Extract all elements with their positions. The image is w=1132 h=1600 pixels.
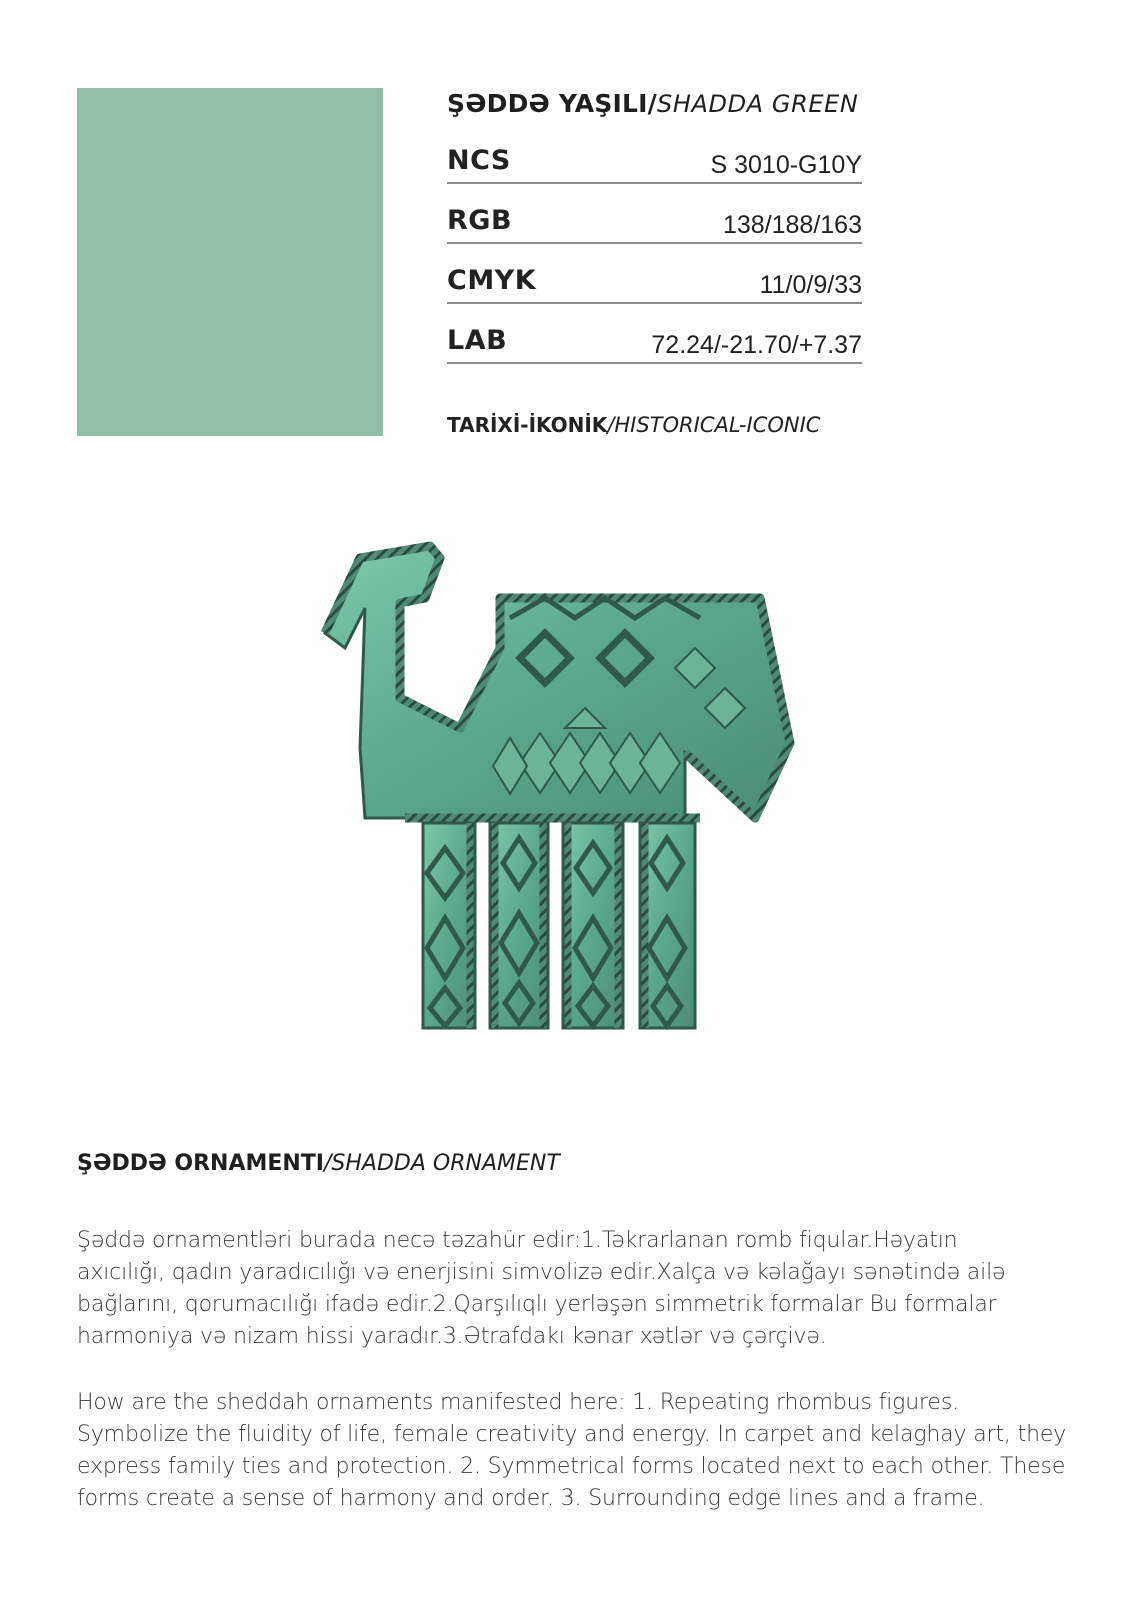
camel-relief-icon	[305, 538, 810, 1053]
color-title-az: ŞƏDDƏ YAŞILI/	[447, 89, 657, 118]
camel-relief-image	[305, 538, 810, 1053]
category-az: TARİXİ-İKONİK	[447, 413, 608, 437]
spec-label: CMYK	[447, 265, 537, 296]
color-spec-panel	[447, 86, 867, 364]
ornament-title-en: /SHADDA ORNAMENT	[324, 1151, 560, 1176]
spec-value: S 3010-G10Y	[710, 151, 862, 179]
spec-row-rgb	[447, 184, 862, 244]
spec-value: 138/188/163	[722, 211, 862, 239]
ornament-description-az: Şəddə ornamentləri burada necə təzahür edir:1.Təkrarlanan romb fiqular.Həyatın axıcılığı, qadın yaradıcılığı və enerjisini simvolizə edir.Xalça və kəlağayı sənətində ailə bağlarını, qorumacılığı ifadə edir.2.Qarşılıqlı yerləşən simmetrik formalar Bu formalar harmoniya və nizam hissi yaradır.3.Ətrafdakı kənar xətlər və çərçivə.	[77, 1228, 1006, 1349]
spec-table	[447, 130, 867, 364]
spec-row-ncs	[447, 130, 862, 184]
category-label	[447, 413, 820, 437]
color-title-en: SHADDA GREEN	[657, 90, 859, 118]
spec-label: RGB	[447, 205, 513, 236]
color-swatch	[77, 88, 383, 436]
spec-row-lab	[447, 304, 862, 364]
color-title	[447, 86, 867, 122]
spec-row-cmyk	[447, 244, 862, 304]
spec-label: LAB	[447, 325, 508, 356]
spec-value: 72.24/-21.70/+7.37	[651, 331, 862, 359]
category-en: /HISTORICAL-ICONIC	[607, 413, 821, 437]
spec-label: NCS	[447, 145, 511, 176]
ornament-description-en: How are the sheddah ornaments manifested here: 1. Repeating rhombus figures. Symbolize the fluidity of life, female creativity and energy. In carpet and kelaghay art, they express family ties and protection. 2. Symmetrical forms located next to each other. These forms create a sense of harmony and order. 3. Surrounding edge lines and a frame.	[77, 1390, 1067, 1511]
ornament-section-title	[77, 1151, 560, 1176]
spec-value: 11/0/9/33	[759, 271, 862, 299]
ornament-title-az: ŞƏDDƏ ORNAMENTI	[77, 1151, 324, 1176]
